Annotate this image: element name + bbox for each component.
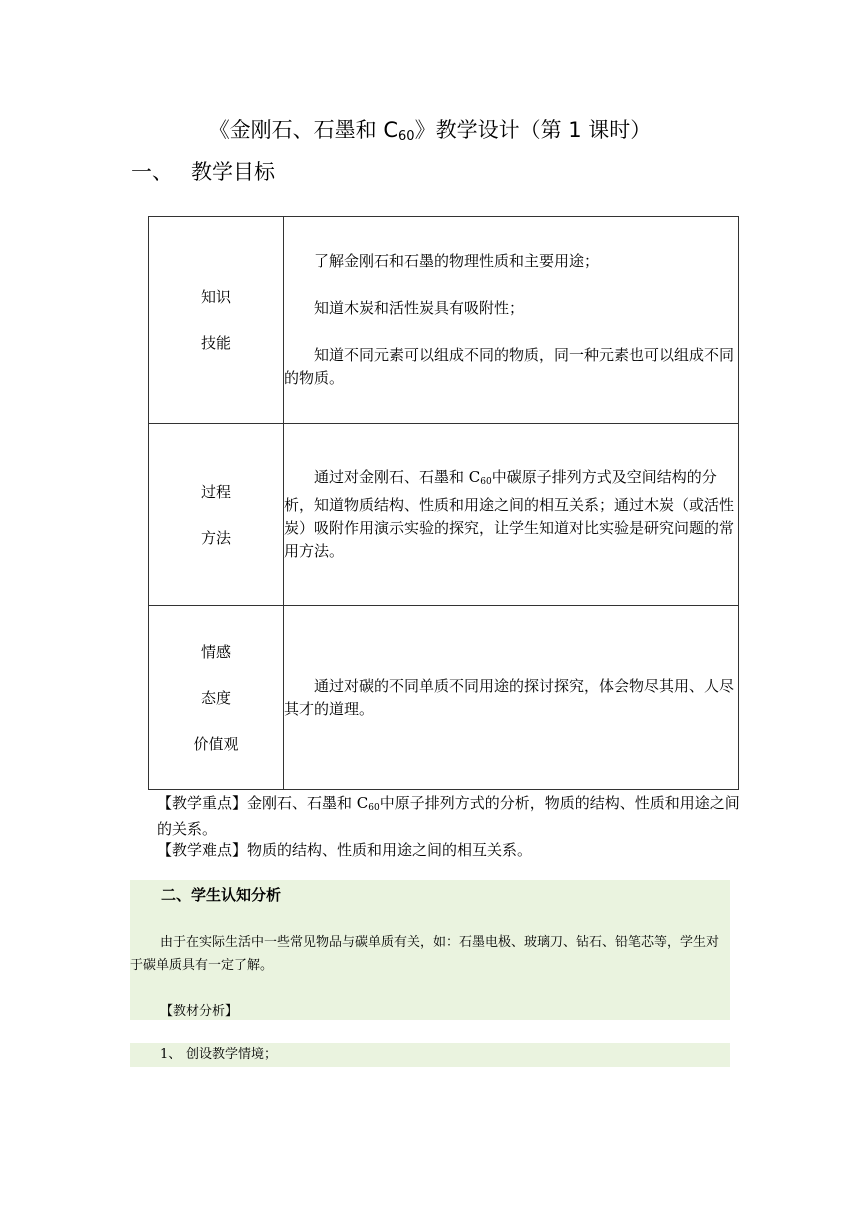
- cognition-analysis-text: 由于在实际生活中一些常见物品与碳单质有关，如：石墨电极、玻璃刀、钻石、铅笔芯等，学生对于碳单质具有一定了解。: [130, 935, 720, 973]
- row-content-knowledge: 了解金刚石和石墨的物理性质和主要用途； 知道木炭和活性炭具有吸附性； 知道不同元素可以组成不同的物质，同一种元素也可以组成不同的物质。: [284, 217, 739, 424]
- objectives-table: [148, 216, 739, 790]
- table-row: [149, 217, 739, 424]
- section-title: 教学目标: [191, 160, 275, 184]
- row-content-values: 通过对碳的不同单质不同用途的探讨探究，体会物尽其用、人尽其才的道理。: [284, 606, 739, 790]
- row-label-process: 过程 方法: [149, 424, 284, 606]
- row-content-process: 通过对金刚石、石墨和 $C_{60}$中碳原子排列方式及空间结构的分析，知道物质结构、性质和用途之间的相互关系；通过木炭（或活性炭）吸附作用演示实验的探究，让学生知道对比实验是研究问题的常用方法。: [284, 424, 739, 606]
- key-points: 【教学重点】金刚石、石墨和 $C_{60}$中原子排列方式的分析，物质的结构、性质和用途之间的关系。: [157, 794, 740, 838]
- list-item: [160, 1044, 277, 1066]
- row-label-knowledge: 知识 技能: [149, 217, 284, 424]
- list-item-text: 创设教学情境；: [186, 1047, 278, 1062]
- table-row: [149, 424, 739, 606]
- section-heading-cognition: 二、学生认知分析: [161, 886, 282, 904]
- key-points-block: [157, 793, 747, 861]
- table-row: [149, 606, 739, 790]
- section-number: 一、: [131, 160, 173, 184]
- section-heading-objectives: [131, 158, 275, 186]
- material-analysis-label: 【教材分析】: [160, 1004, 239, 1019]
- document-title: 《金刚石、石墨和 $C_{60}$》教学设计（第 1 课时）: [208, 118, 652, 144]
- row-label-values: 情感 态度 价值观: [149, 606, 284, 790]
- difficult-points: 【教学难点】物质的结构、性质和用途之间的相互关系。: [157, 841, 533, 859]
- list-item-number: 1、: [160, 1047, 182, 1062]
